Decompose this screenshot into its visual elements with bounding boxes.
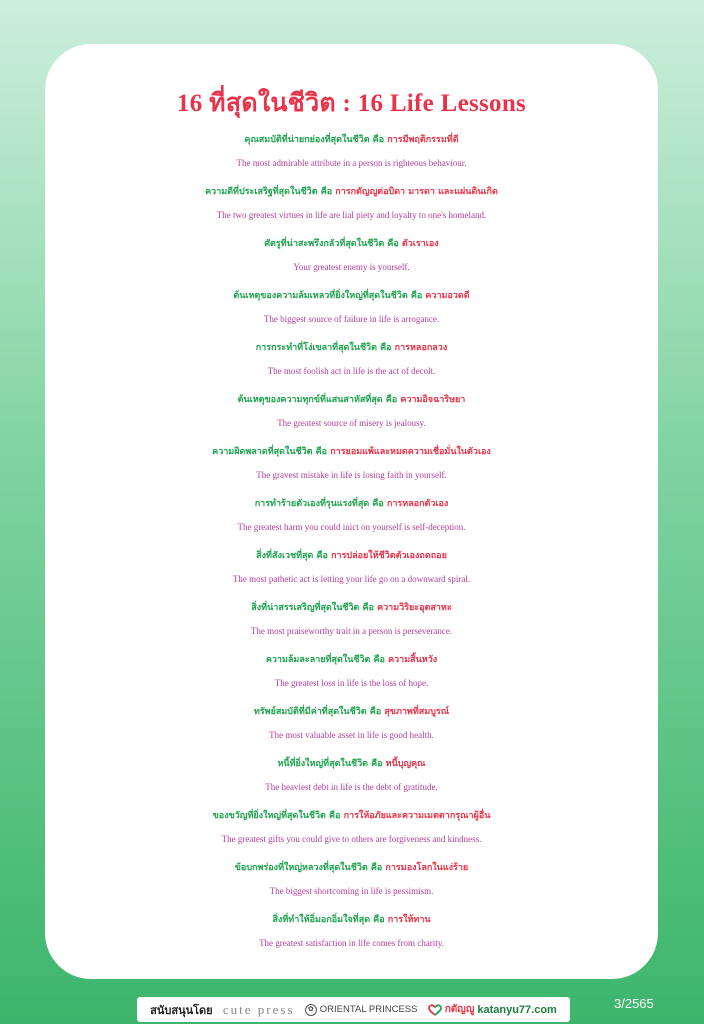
lesson-thai-question: การทำร้ายตัวเองที่รุนแรงที่สุด คือ bbox=[254, 499, 387, 509]
lesson-thai-question: หนี้ที่ยิ่งใหญ่ที่สุดในชีวิต คือ bbox=[277, 759, 386, 769]
lesson-english-line: The greatest loss in life is the loss of hope. bbox=[274, 678, 429, 688]
lesson-thai-question: ความล้มละลายที่สุดในชีวิต คือ bbox=[265, 655, 389, 665]
lesson-thai-answer: การกตัญญูต่อบิดา มารดา และแผ่นดินเกิด bbox=[335, 187, 498, 197]
lesson-item bbox=[45, 806, 658, 858]
lesson-thai-question: ความผิดพลาดที่สุดในชีวิต คือ bbox=[212, 447, 331, 457]
lesson-thai-line bbox=[45, 650, 658, 672]
sponsor-label: สนับสนุนโดย bbox=[150, 1003, 213, 1017]
lesson-thai-answer: การยอมแพ้และหมดความเชื่อมั่นในตัวเอง bbox=[330, 447, 491, 457]
lesson-thai-line bbox=[45, 806, 658, 828]
lesson-thai-question: คุณสมบัติที่น่ายกย่องที่สุดในชีวิต คือ bbox=[244, 135, 388, 145]
lesson-thai-line bbox=[45, 338, 658, 360]
lesson-item bbox=[45, 390, 658, 442]
lesson-thai-line bbox=[45, 390, 658, 412]
lesson-thai-line bbox=[45, 494, 658, 516]
lesson-item bbox=[45, 598, 658, 650]
lesson-item bbox=[45, 286, 658, 338]
lesson-thai-line bbox=[45, 234, 658, 256]
lesson-thai-answer: ความอวดดี bbox=[425, 291, 470, 301]
lesson-thai-answer: ความวิริยะอุตสาหะ bbox=[377, 603, 452, 613]
lesson-thai-line bbox=[45, 286, 658, 308]
lesson-english-line: The most foolish act in life is the act of decolt. bbox=[267, 366, 436, 376]
katanyu-heart-icon bbox=[428, 1004, 442, 1016]
lesson-thai-line bbox=[45, 546, 658, 568]
lessons-card bbox=[45, 44, 658, 979]
lesson-item bbox=[45, 130, 658, 182]
lesson-thai-line bbox=[45, 182, 658, 204]
lesson-item bbox=[45, 858, 658, 910]
katanyu-logo bbox=[428, 1002, 557, 1017]
lesson-thai-line bbox=[45, 702, 658, 724]
sponsor-bar bbox=[137, 997, 570, 1022]
lesson-english-line: The greatest gifts you could give to others are forgiveness and kindness. bbox=[221, 834, 482, 844]
lesson-thai-question: ข้อบกพร่องที่ใหญ่หลวงที่สุดในชีวิต คือ bbox=[234, 863, 386, 873]
lesson-item bbox=[45, 754, 658, 806]
lesson-item bbox=[45, 494, 658, 546]
page-number: 3/2565 bbox=[614, 996, 654, 1011]
lesson-thai-line bbox=[45, 598, 658, 620]
lesson-thai-question: สิ่งที่สังเวชที่สุด คือ bbox=[256, 551, 332, 561]
lesson-thai-line bbox=[45, 442, 658, 464]
lesson-english-line: The greatest source of misery is jealousy. bbox=[277, 418, 426, 428]
lesson-thai-question: สิ่งที่ทำให้อิ่มอกอิ่มใจที่สุด คือ bbox=[272, 915, 388, 925]
lesson-thai-question: ของขวัญที่ยิ่งใหญ่ที่สุดในชีวิต คือ bbox=[212, 811, 344, 821]
lesson-thai-answer: การปล่อยให้ชีวิตตัวเองถดถอย bbox=[331, 551, 447, 561]
lesson-thai-question: ทรัพย์สมบัติที่มีค่าที่สุดในชีวิต คือ bbox=[253, 707, 385, 717]
lesson-thai-answer: การหลอกลวง bbox=[394, 343, 448, 353]
katanyu-thai-text: กตัญญู bbox=[444, 1004, 475, 1015]
lesson-item bbox=[45, 702, 658, 754]
lesson-thai-question: ความดีที่ประเสริฐที่สุดในชีวิต คือ bbox=[205, 187, 336, 197]
lesson-list bbox=[45, 130, 658, 962]
lesson-thai-line bbox=[45, 910, 658, 932]
lesson-english-line: The most admirable attribute in a person is righteous behaviour. bbox=[236, 158, 467, 168]
lesson-thai-answer: การมีพฤติกรรมที่ดี bbox=[387, 135, 459, 145]
lesson-thai-answer: การหลอกตัวเอง bbox=[386, 499, 449, 509]
lesson-thai-question: ต้นเหตุของความทุกข์ที่แสนสาหัสที่สุด คือ bbox=[237, 395, 401, 405]
lesson-thai-answer: หนี้บุญคุณ bbox=[385, 759, 426, 769]
lesson-item bbox=[45, 910, 658, 962]
lesson-english-line: The greatest satisfaction in life comes from charity. bbox=[259, 938, 444, 948]
oriental-princess-emblem-icon: ✿ bbox=[305, 1004, 317, 1016]
lesson-item bbox=[45, 546, 658, 598]
lesson-item bbox=[45, 338, 658, 390]
lesson-english-line: The biggest shortcoming in life is pessimism. bbox=[269, 886, 434, 896]
lesson-thai-answer: ตัวเราเอง bbox=[401, 239, 439, 249]
lesson-thai-answer: ความอิจฉาริษยา bbox=[400, 395, 466, 405]
oriental-princess-text: ORIENTAL PRINCESS bbox=[319, 1004, 418, 1015]
lesson-thai-answer: สุขภาพที่สมบูรณ์ bbox=[384, 707, 450, 717]
lesson-english-line: The most praiseworthy trait in a person is perseverance. bbox=[250, 626, 453, 636]
lesson-item bbox=[45, 442, 658, 494]
lesson-thai-answer: การมองโลกในแง่ร้าย bbox=[385, 863, 469, 873]
lesson-thai-line bbox=[45, 130, 658, 152]
lesson-thai-answer: การให้อภัยและความเมตตากรุณาผู้อื่น bbox=[343, 811, 491, 821]
lesson-english-line: The most valuable asset in life is good health. bbox=[269, 730, 434, 740]
lesson-item bbox=[45, 650, 658, 702]
lesson-english-line: The heaviest debt in life is the debt of gratitude. bbox=[265, 782, 438, 792]
lesson-english-line: The biggest source of failure in life is arrogance. bbox=[263, 314, 440, 324]
page-title: 16 ที่สุดในชีวิต : 16 Life Lessons bbox=[176, 90, 527, 117]
lesson-english-line: The gravest mistake in life is losing faith in yourself. bbox=[256, 470, 447, 480]
lesson-thai-question: การกระทำที่โง่เขลาที่สุดในชีวิต คือ bbox=[255, 343, 395, 353]
cute-press-logo: cute press bbox=[222, 1001, 295, 1017]
lesson-item bbox=[45, 182, 658, 234]
lesson-item bbox=[45, 234, 658, 286]
lesson-thai-line bbox=[45, 858, 658, 880]
lesson-english-line: The most pathetic act is letting your life go on a downward spiral. bbox=[232, 574, 471, 584]
lesson-thai-answer: การให้ทาน bbox=[387, 915, 431, 925]
oriental-princess-logo bbox=[305, 1004, 418, 1016]
lesson-english-line: The two greatest virtues in life are lial piety and loyalty to one's homeland. bbox=[216, 210, 487, 220]
lesson-thai-line bbox=[45, 754, 658, 776]
lesson-thai-question: สิ่งที่น่าสรรเสริญที่สุดในชีวิต คือ bbox=[251, 603, 378, 613]
lesson-thai-answer: ความสิ้นหวัง bbox=[388, 655, 438, 665]
lesson-english-line: Your greatest enemy is yourself. bbox=[293, 262, 410, 272]
lesson-english-line: The greatest harm you could inict on yourself is self-deception. bbox=[237, 522, 466, 532]
lesson-thai-question: ศัตรูที่น่าสะพรึงกลัวที่สุดในชีวิต คือ bbox=[264, 239, 402, 249]
lesson-thai-question: ต้นเหตุของความล้มเหลวที่ยิ่งใหญ่ที่สุดในชีวิต คือ bbox=[233, 291, 426, 301]
katanyu-url: katanyu77.com bbox=[477, 1003, 557, 1016]
